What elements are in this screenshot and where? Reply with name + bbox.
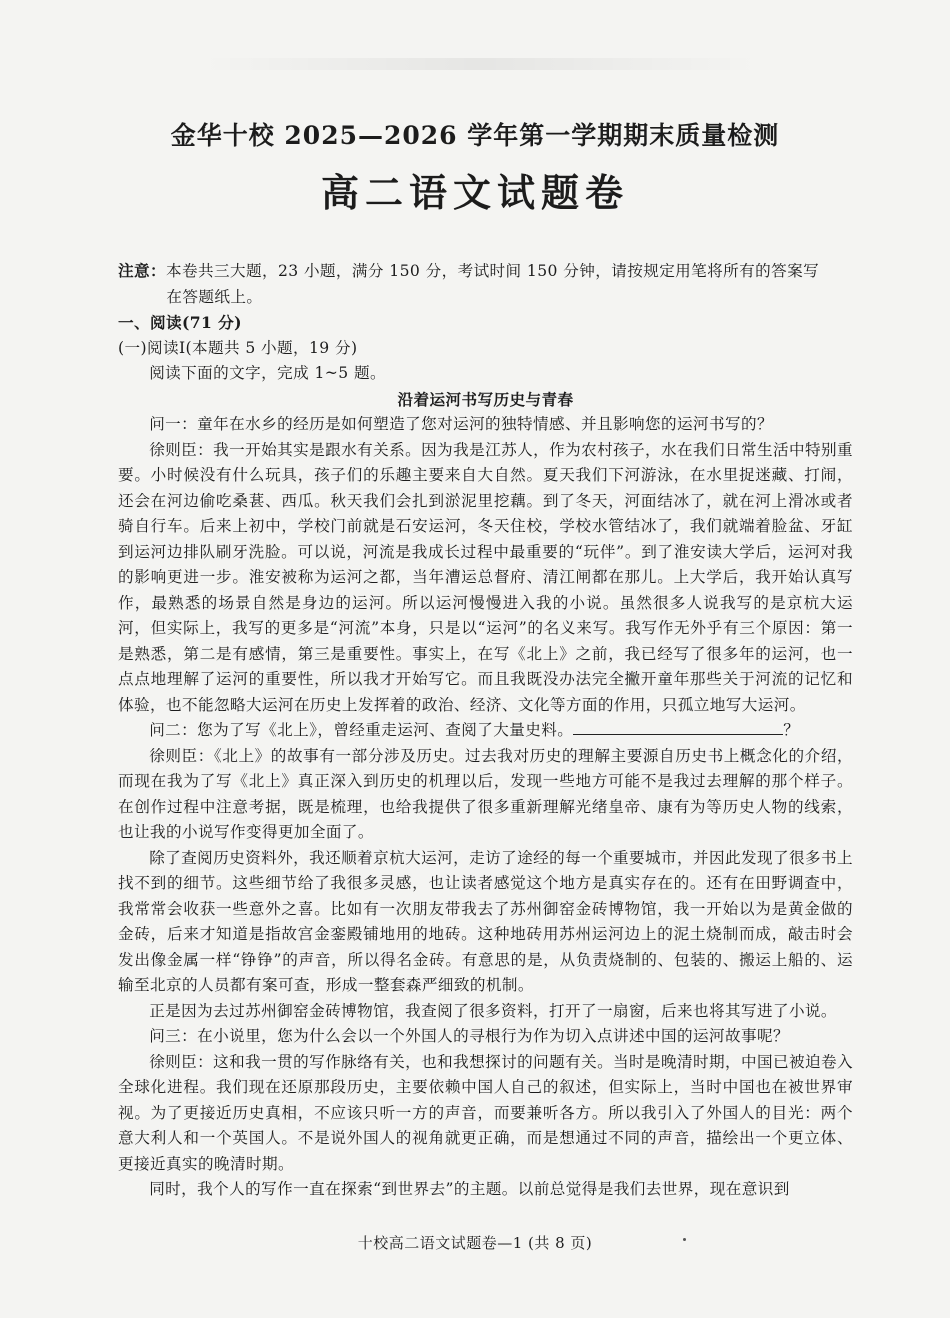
paper-title: 高二语文试题卷	[320, 170, 629, 215]
scan-artifact	[200, 58, 760, 70]
answer-blank	[573, 718, 783, 735]
article-paragraph: 问一：童年在水乡的经历是如何塑造了您对运河的独特情感、并且影响您的运河书写的？	[149, 415, 773, 433]
article-paragraph: 问三：在小说里，您为什么会以一个外国人的寻根行为作为切入点讲述中国的运河故事呢？	[149, 1027, 789, 1045]
content	[118, 258, 853, 1203]
header	[0, 118, 950, 220]
article-paragraph: 徐则臣：《北上》的故事有一部分涉及历史。过去我对历史的理解主要源自历史书上概念化的介绍，而现在我为了写《北上》真正深入到历史的机理以后，发现一些地方可能不是我过去理解的那个样子。在创作过程中注意考据，既是梳理，也给我提供了很多重新理解光绪皇帝、康有为等历史人物的线索，也让我的小说写作变得更加全面了。	[118, 746, 853, 841]
section-instruction: 阅读下面的文字，完成 1~5 题。	[149, 364, 386, 382]
article-paragraph: 同时，我个人的写作一直在探索“到世界去”的主题。以前总觉得是我们去世界，现在意识到	[149, 1180, 790, 1198]
section-sub-heading: (一)阅读Ⅰ(本题共 5 小题，19 分)	[118, 338, 358, 357]
question-2-text: 问二：您为了写《北上》，曾经重走运河、查阅了大量史料。	[149, 721, 574, 739]
page-footer: 十校高二语文试题卷—1 (共 8 页)	[357, 1234, 593, 1252]
notice	[118, 258, 853, 285]
notice-line1: 本卷共三大题，23 小题，满分 150 分，考试时间 150 分钟，请按规定用笔将所有的答案写	[165, 262, 820, 280]
article-paragraph: 徐则臣：这和我一贯的写作脉络有关，也和我想探讨的问题有关。当时是晚清时期，中国已被迫卷入全球化进程。我们现在还原那段历史，主要依赖中国人自己的叙述，但实际上，当时中国也在被世界审视。为了更接近历史真相，不应该只听一方的声音，而要兼听各方。所以我引入了外国人的目光：两个意大利人和一个英国人。不是说外国人的视角就更正确，而是想通过不同的声音，描绘出一个更立体、更接近真实的晚清时期。	[118, 1052, 853, 1173]
scan-speck	[683, 1238, 686, 1241]
article-paragraph: 徐则臣：我一开始其实是跟水有关系。因为我是江苏人，作为农村孩子，水在我们日常生活中特别重要。小时候没有什么玩具，孩子们的乐趣主要来自大自然。夏天我们下河游泳，在水里捉迷藏、打闹，还会在河边偷吃桑葚、西瓜。秋天我们会扎到淤泥里挖藕。到了冬天，河面结冰了，就在河上滑冰或者骑自行车。后来上初中，学校门前就是石安运河，冬天住校，学校水管结冰了，我们就端着脸盆、牙缸到运河边排队刷牙洗脸。可以说，河流是我成长过程中最重要的“玩伴”。到了淮安读大学后，运河对我的影响更进一步。淮安被称为运河之都，当年漕运总督府、清江闸都在那儿。上大学后，我开始认真写作，最熟悉的场景自然是身边的运河。所以运河慢慢进入我的小说。虽然很多人说我写的是京杭大运河，但实际上，我写的更多是“河流”本身，只是以“运河”的名义来写。我写作无外乎有三个原因：第一是熟悉，第二是有感情，第三是重要性。事实上，在写《北上》之前，我已经写了很多年的运河，也一点点地理解了运河的重要性，所以我才开始写它。而且我既没办法完全撇开童年那些关于河流的记忆和体验，也不能忽略大运河在历史上发挥着的政治、经济、文化等方面的作用，只孤立地写大运河。	[118, 440, 853, 714]
notice-line2: 在答题纸上。	[166, 287, 263, 306]
article-paragraph: 除了查阅历史资料外，我还顺着京杭大运河，走访了途经的每一个重要城市，并因此发现了很多书上找不到的细节。这些细节给了我很多灵感，也让读者感觉这个地方是真实存在的。还有在田野调查中，我常常会收获一些意外之喜。比如有一次朋友带我去了苏州御窑金砖博物馆，我一开始以为是黄金做的金砖，后来才知道是指故宫金銮殿铺地用的地砖。这种地砖用苏州运河边上的泥土烧制而成，敲击时会发出像金属一样“铮铮”的声音，所以得名金砖。有意思的是，从负责烧制的、包装的、搬运上船的、运输至北京的人员都有案可查，形成一整套森严细致的机制。	[118, 848, 853, 994]
exam-title: 金华十校 2025—2026 学年第一学期期末质量检测	[170, 121, 780, 150]
article-title: 沿着运河书写历史与青春	[397, 389, 574, 409]
article-question-2	[118, 718, 853, 744]
article-paragraph: 正是因为去过苏州御窑金砖博物馆，我查阅了很多资料，打开了一扇窗，后来也将其写进了小说。	[149, 1001, 837, 1020]
question-2-mark: ？	[783, 721, 800, 739]
notice-label: 注意：	[118, 261, 166, 280]
section-heading: 一、阅读(71 分)	[118, 313, 242, 332]
